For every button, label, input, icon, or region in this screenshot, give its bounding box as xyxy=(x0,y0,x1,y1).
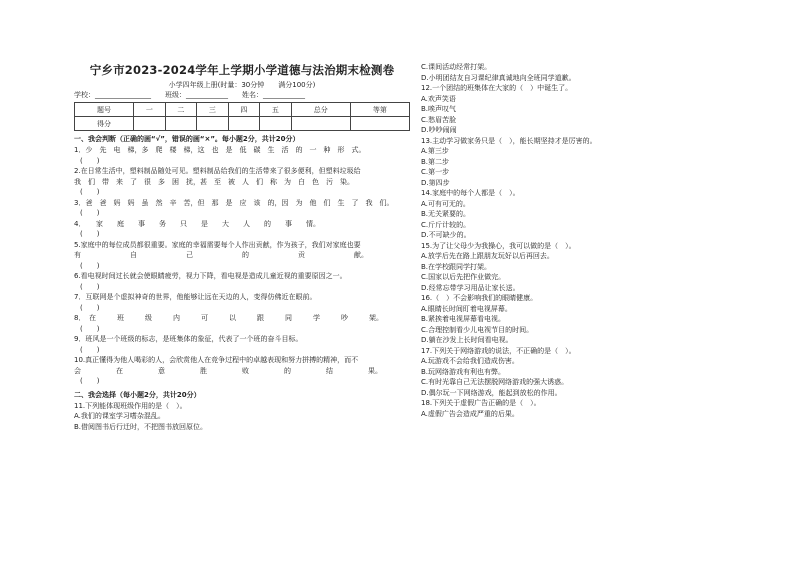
option-text: D.第四步 xyxy=(421,178,450,187)
option-text: C.有时光靠自己无法摆脱网络游戏的强大诱惑。 xyxy=(421,378,569,386)
answer-blank: ( ) xyxy=(80,303,100,312)
option-text: B.玩网络游戏有利也有弊。 xyxy=(421,367,506,376)
question-text: 9．班风是一个班级的标志，是班集体的象征，代表了一个班的奋斗目标。 xyxy=(74,335,303,343)
option-text: B.借阅图书后行迁时，不把图书放回原位。 xyxy=(74,422,208,431)
section2-heading: 二、我会选择（每小题2分，共计20分） xyxy=(74,390,201,399)
option-text: D.小明团结友自习课纪律真诚地向全班同学道歉。 xyxy=(421,73,576,82)
exam-title: 宁乡市2023-2024学年上学期小学道德与法治期末检测卷 xyxy=(89,63,395,77)
option-text: D.偶尔玩一下网络游戏，能起到放松的作用。 xyxy=(421,388,562,397)
option-text: B.无关紧要的。 xyxy=(421,210,471,218)
score-table-cell: 得分 xyxy=(75,117,134,131)
question-text: 5.家庭中的每位成员都很重要。家庭的幸福需要每个人作出贡献，作为孩子，我们对家庭也要 xyxy=(74,240,361,249)
option-text: A.眼睛长时间盯着电视屏幕。 xyxy=(421,304,512,313)
score-table-cell: 一 xyxy=(134,103,166,117)
option-text: B.唉声叹气 xyxy=(421,105,457,113)
exam-subtitle: 小学四年级上册(时量：30分钟 满分100分) xyxy=(168,81,316,89)
option-text: C.第一步 xyxy=(421,168,450,176)
question-text: 18.下列关于虚假广告正确的是（ ）。 xyxy=(421,399,541,407)
option-text: C.斤斤计较的。 xyxy=(421,220,471,229)
class-field-label: 班级：____________ xyxy=(165,91,228,99)
student-info-row xyxy=(74,90,410,100)
score-table-blank-cell xyxy=(134,117,166,131)
question-text: 12.一个团结的班集体在大家的（ ）中诞生了。 xyxy=(421,84,573,92)
score-table-cell: 五 xyxy=(260,103,292,117)
score-table-cell: 四 xyxy=(228,103,260,117)
question-text: 16.（ ）不会影响我们的眼睛健康。 xyxy=(421,294,538,302)
left-column xyxy=(74,62,410,432)
question-text: 2.在日常生活中，塑料制品随处可见。塑料制品给我们的生活带来了很多便利，但塑料垃圾给 xyxy=(74,167,361,175)
answer-blank: ( ) xyxy=(80,261,100,270)
answer-blank: ( ) xyxy=(80,377,100,385)
right-column xyxy=(421,62,761,419)
score-table-blank-cell xyxy=(197,117,229,131)
question-text: 15.为了让父母少为我操心，我可以做的是（ ）。 xyxy=(421,241,576,250)
question-text: 1．少 先 电 梯，多 爬 楼 梯，这 也 是 低 碳 生 活 的 一 种 形 式。 xyxy=(74,146,366,154)
option-text: A.放学后先在路上跟朋友玩好以后再回去。 xyxy=(421,252,554,260)
question-text: 10.真正懂得为他人喝彩的人，会欣赏他人在竞争过程中的卓越表现和努力拼搏的精神，而不 xyxy=(74,356,359,364)
question-text: 7．互联网是个虚拟神奇的世界，他能够让远在天边的人，变得仿佛近在眼前。 xyxy=(74,293,317,301)
option-text: A.欢声笑语 xyxy=(421,94,456,103)
option-text: A.玩游戏不会给我们造成伤害。 xyxy=(421,357,519,365)
option-text: D.吵吵闹闹 xyxy=(421,126,457,134)
option-text: B.紧挨着电视屏幕看电视。 xyxy=(421,315,506,323)
question-text: 4． 家 庭 事 务 只 是 大 人 的 事 情。 xyxy=(74,219,320,228)
question-text: 13.主动学习做家务只是（ ），能长期坚持才是厉害的。 xyxy=(421,136,597,145)
score-table-cell: 二 xyxy=(165,103,197,117)
score-table-blank-cell xyxy=(291,117,350,131)
score-table-cell: 题号 xyxy=(75,103,134,117)
score-table-blank-cell xyxy=(165,117,197,131)
answer-blank: ( ) xyxy=(80,230,100,238)
score-table-blank-cell xyxy=(260,117,292,131)
score-table-header-row xyxy=(75,103,410,117)
answer-blank: ( ) xyxy=(80,188,100,196)
option-text: A.虚假广告会造成严重的后果。 xyxy=(421,409,519,418)
question-text: 14.家庭中的每个人都是（ ）。 xyxy=(421,189,520,197)
question-text: 我 们 带 来 了 很 多 困 扰，甚 至 被 人 们 称 为 白 色 污 染。 xyxy=(74,177,354,186)
answer-blank: ( ) xyxy=(80,345,100,354)
option-text: D.躺在沙发上长时间看电视。 xyxy=(421,336,513,344)
option-text: D.不可缺少的。 xyxy=(421,231,471,239)
score-table-score-row xyxy=(75,117,410,131)
score-table xyxy=(74,102,410,131)
score-table-blank-cell xyxy=(350,117,409,131)
score-table-blank-cell xyxy=(228,117,260,131)
option-text: A.我们的课室学习嗜杂混乱。 xyxy=(74,412,165,420)
option-text: A.可有可无的。 xyxy=(421,199,470,208)
question-text: 会 在 意 胜 败 的 结 果。 xyxy=(74,366,382,375)
score-table-cell: 三 xyxy=(197,103,229,117)
answer-blank: ( ) xyxy=(80,156,100,165)
question-text: 11.下列能体现班级作用的是（ ）。 xyxy=(74,401,187,410)
school-field-label: 学校：________________ xyxy=(74,91,151,99)
option-text: C.国家以后先把作业做完。 xyxy=(421,273,506,281)
section1-heading: 一、我会判断（正确的画“√”，错误的画“×”。每小题2分，共计20分） xyxy=(74,135,300,143)
question-text: 3．爸 爸 妈 妈 虽 然 辛 苦，但 那 是 应 该 的，因 为 他 们 生 了 我 们。 xyxy=(74,198,394,207)
answer-blank: ( ) xyxy=(80,282,100,291)
answer-blank: ( ) xyxy=(80,324,100,333)
score-table-cell: 总分 xyxy=(291,103,350,117)
answer-blank: ( ) xyxy=(80,209,100,217)
option-text: B.在学校跟同学打架。 xyxy=(421,262,492,271)
option-text: A.第三步 xyxy=(421,147,449,155)
option-text: C.合理控制看少儿电视节目的时间。 xyxy=(421,325,534,334)
question-text: 8． 在 班 级 内 可 以 跟 同 学 吵 架。 xyxy=(74,314,383,322)
score-table-cell: 等第 xyxy=(350,103,409,117)
question-text: 17.下列关于网络游戏的说法，不正确的是（ ）。 xyxy=(421,346,576,355)
option-text: D.经常忘带学习用品让家长送。 xyxy=(421,283,520,292)
option-text: C.课间活动经常打架。 xyxy=(421,63,492,71)
option-text: C.愁眉苦脸 xyxy=(421,115,457,124)
name-field-label: 姓名：____________ xyxy=(242,91,305,99)
option-text: B.第二步 xyxy=(421,157,450,166)
question-text: 有 自 己 的 贡 献。 xyxy=(74,251,368,259)
question-text: 6.看电视时间过长就会使眼睛疲劳，视力下降，看电视是造成儿童近视的重要原因之一。 xyxy=(74,272,347,280)
